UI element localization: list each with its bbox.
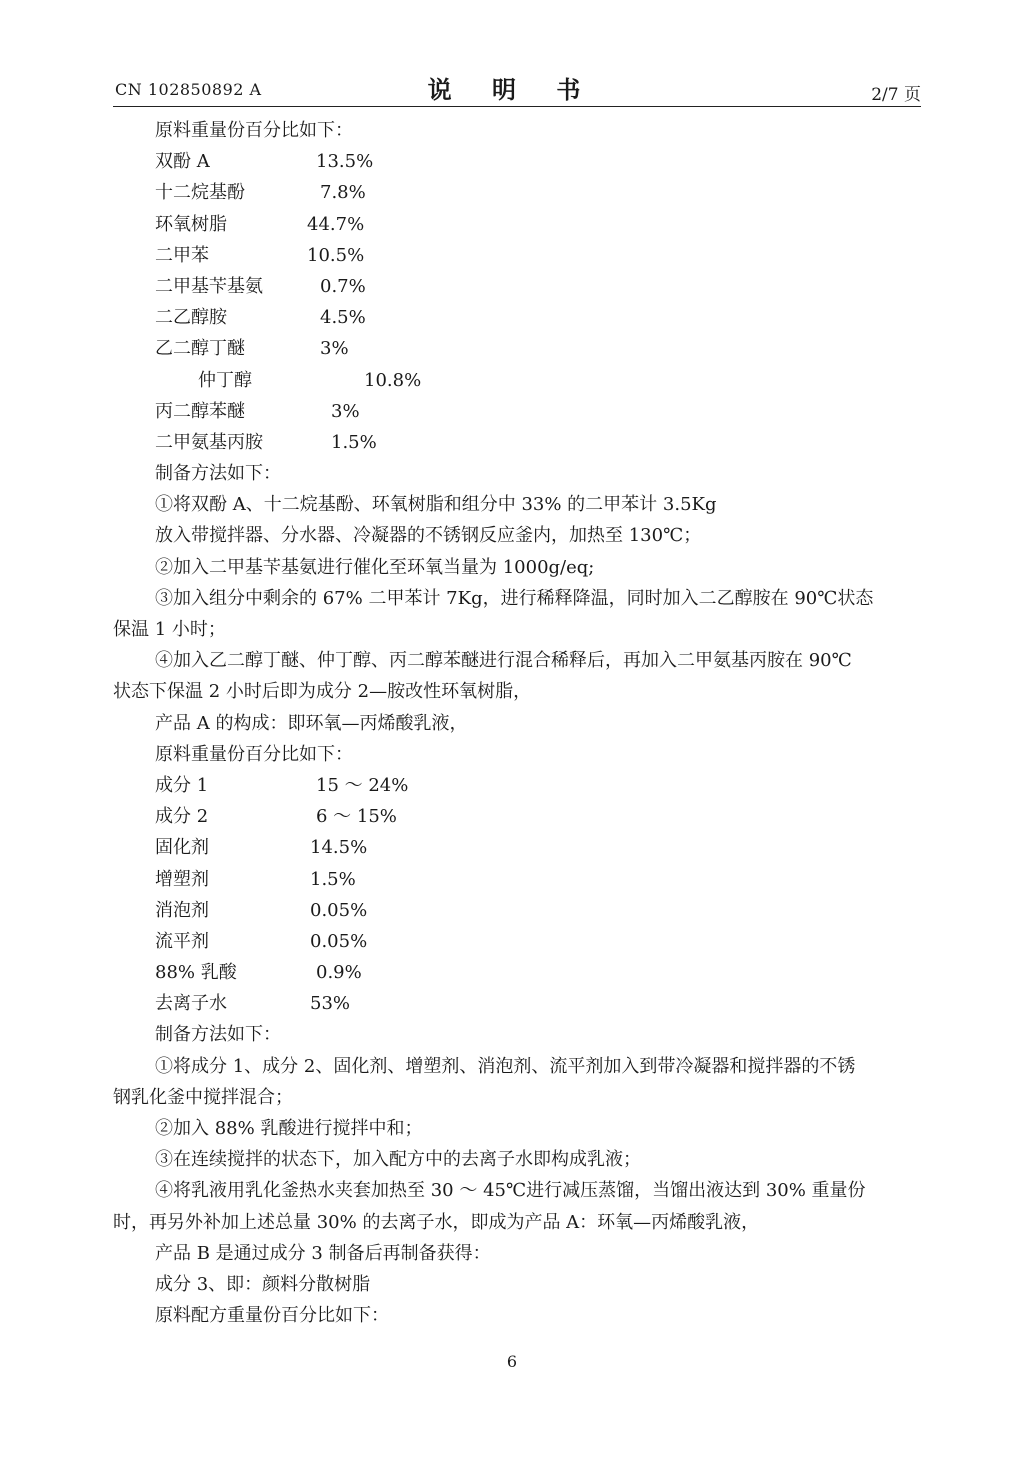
- paragraph-line: 保温 1 小时；: [113, 619, 226, 640]
- paragraph-line: ③加入组分中剩余的 67% 二甲苯计 7Kg，进行稀释降温，同时加入二乙醇胺在 90℃状态: [155, 587, 874, 609]
- paragraph-line: 产品 A 的构成：即环氧—丙烯酸乳液，: [155, 712, 468, 734]
- document-body: [113, 115, 921, 1331]
- ingredient-value: 3%: [331, 400, 360, 422]
- ingredient-row: [113, 801, 921, 832]
- ingredient-name: 十二烷基酚: [155, 182, 245, 204]
- ingredient-row: [113, 895, 921, 926]
- ingredient-name: 88% 乳酸: [155, 962, 237, 984]
- paragraph-line: 原料重量份百分比如下：: [155, 743, 353, 765]
- ingredient-value: 3%: [320, 338, 349, 360]
- paragraph-line: 钢乳化釜中搅拌混合；: [113, 1086, 293, 1108]
- ingredient-row: [113, 427, 921, 458]
- ingredient-row: [113, 146, 921, 177]
- ingredient-row: [113, 271, 921, 302]
- ingredient-name: 二乙醇胺: [155, 307, 227, 329]
- ingredient-name: 丙二醇苯醚: [155, 400, 245, 422]
- ingredient-row: [113, 832, 921, 863]
- ingredient-row: [113, 864, 921, 895]
- section-heading: 制备方法如下：: [155, 463, 281, 485]
- ingredient-row: [113, 988, 921, 1019]
- ingredient-name: 仲丁醇: [198, 369, 252, 391]
- header-rule: [113, 106, 921, 107]
- paragraph-line: 放入带搅拌器、分水器、冷凝器的不锈钢反应釜内，加热至 130℃；: [155, 525, 702, 547]
- page-indicator: 2/7 页: [871, 85, 921, 105]
- ingredient-value: 10.8%: [364, 369, 422, 391]
- ingredient-name: 二甲氨基丙胺: [155, 431, 263, 453]
- ingredient-value: 1.5%: [310, 868, 356, 890]
- paragraph-line: 成分 3、即：颜料分散树脂: [155, 1273, 371, 1295]
- ingredient-name: 固化剂: [155, 837, 209, 859]
- ingredient-row: [113, 365, 921, 396]
- ingredient-name: 去离子水: [155, 993, 227, 1015]
- ingredient-value: 1.5%: [331, 431, 377, 453]
- ingredient-value: 53%: [310, 993, 351, 1015]
- ingredient-row: [113, 957, 921, 988]
- ingredient-name: 二甲基苄基氨: [155, 275, 263, 297]
- paragraph-line: 原料重量份百分比如下：: [155, 120, 353, 141]
- ingredient-value: 0.05%: [310, 899, 368, 921]
- ingredient-value: 4.5%: [320, 307, 366, 329]
- ingredient-name: 二甲苯: [155, 244, 209, 266]
- ingredient-name: 流平剂: [155, 930, 209, 952]
- ingredient-row: [113, 177, 921, 208]
- ingredient-name: 消泡剂: [155, 899, 209, 921]
- ingredient-row: [113, 926, 921, 957]
- ingredient-value: 7.8%: [320, 182, 366, 204]
- paragraph-line: ②加入二甲基苄基氨进行催化至环氧当量为 1000g/eq;: [155, 556, 595, 578]
- ingredient-value: 14.5%: [310, 837, 368, 859]
- ingredient-row: [113, 240, 921, 271]
- paragraph-line: ③在连续搅拌的状态下，加入配方中的去离子水即构成乳液；: [155, 1149, 641, 1171]
- ingredient-name: 增塑剂: [155, 868, 209, 890]
- ingredient-value: 0.9%: [316, 962, 362, 984]
- page-title: 说 明 书: [427, 75, 597, 104]
- ingredient-name: 成分 1: [155, 774, 209, 796]
- ingredient-name: 成分 2: [155, 806, 209, 828]
- ingredient-value: 10.5%: [307, 244, 365, 266]
- ingredient-row: [113, 396, 921, 427]
- ingredient-value: 6 ～ 15%: [316, 806, 397, 828]
- ingredient-value: 0.7%: [320, 275, 366, 297]
- paragraph-line: 原料配方重量份百分比如下：: [155, 1305, 389, 1327]
- paragraph-line: 状态下保温 2 小时后即为成分 2—胺改性环氧树脂，: [113, 681, 532, 703]
- page-number: 6: [506, 1352, 518, 1371]
- paragraph-line: 时，再另外补加上述总量 30% 的去离子水，即成为产品 A：环氧—丙烯酸乳液，: [113, 1211, 760, 1233]
- ingredient-value: 44.7%: [307, 213, 365, 235]
- ingredient-row: [113, 770, 921, 801]
- ingredient-value: 13.5%: [316, 151, 374, 173]
- paragraph-line: ②加入 88% 乳酸进行搅拌中和；: [155, 1118, 423, 1139]
- doc-number: CN 102850892 A: [115, 80, 262, 99]
- ingredient-row: [113, 209, 921, 240]
- paragraph-line: 产品 B 是通过成分 3 制备后再制备获得：: [155, 1242, 491, 1264]
- ingredient-row: [113, 302, 921, 333]
- ingredient-value: 15 ～ 24%: [316, 774, 409, 796]
- ingredient-name: 乙二醇丁醚: [155, 338, 245, 360]
- paragraph-line: ①将成分 1、成分 2、固化剂、增塑剂、消泡剂、流平剂加入到带冷凝器和搅拌器的不锈: [155, 1055, 856, 1077]
- section-heading: 制备方法如下：: [155, 1024, 281, 1046]
- ingredient-value: 0.05%: [310, 930, 368, 952]
- ingredient-name: 环氧树脂: [155, 213, 227, 235]
- paragraph-line: ④加入乙二醇丁醚、仲丁醇、丙二醇苯醚进行混合稀释后，再加入二甲氨基丙胺在 90℃: [155, 650, 852, 672]
- paragraph-line: ①将双酚 A、十二烷基酚、环氧树脂和组分中 33% 的二甲苯计 3.5Kg: [155, 494, 717, 516]
- ingredient-name: 双酚 A: [155, 151, 210, 173]
- ingredient-row: [113, 333, 921, 364]
- paragraph-line: ④将乳液用乳化釜热水夹套加热至 30 ～ 45℃进行减压蒸馏，当馏出液达到 30% 重量份: [155, 1180, 866, 1202]
